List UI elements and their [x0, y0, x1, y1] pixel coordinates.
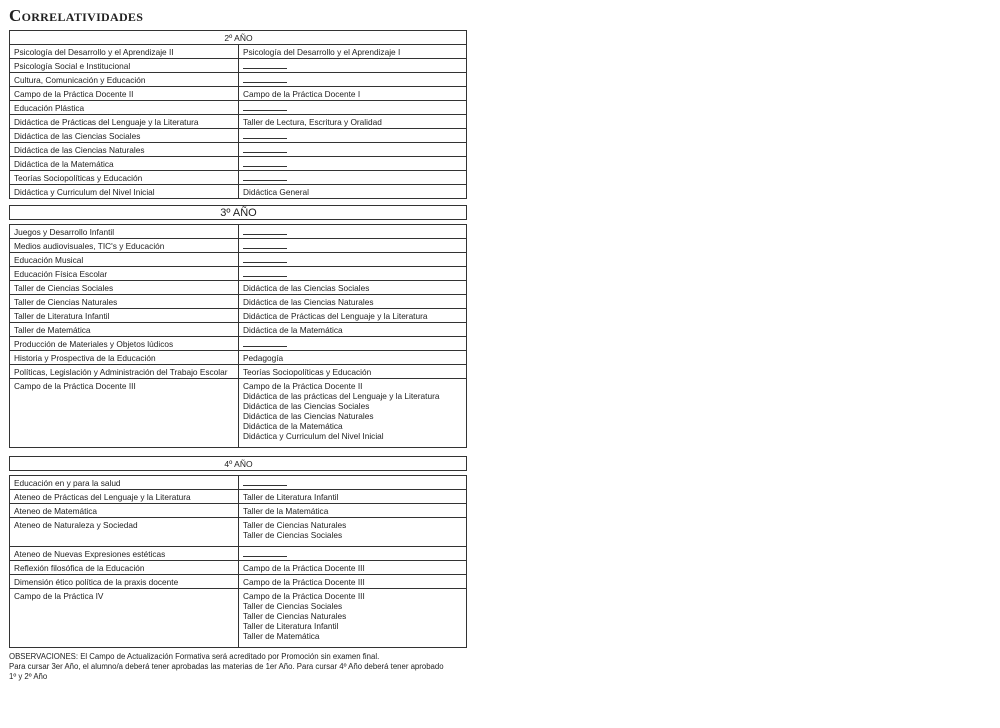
blank-line [243, 131, 287, 139]
subject-cell: Taller de Literatura Infantil [10, 309, 239, 323]
prerequisite-cell [239, 267, 467, 281]
subject-cell: Políticas, Legislación y Administración del Trabajo Escolar [10, 365, 239, 379]
blank-line [243, 75, 287, 83]
blank-line [243, 227, 287, 235]
table-row [10, 87, 467, 101]
prerequisite-cell [239, 476, 467, 490]
table-row [10, 239, 467, 253]
subject-cell: Medios audiovisuales, TIC's y Educación [10, 239, 239, 253]
table-row [10, 337, 467, 351]
table-row [10, 476, 467, 490]
prerequisite-cell [239, 295, 467, 309]
table-row [10, 157, 467, 171]
prerequisite-cell [239, 45, 467, 59]
table-row [10, 547, 467, 561]
table-row [10, 129, 467, 143]
table-row [10, 101, 467, 115]
prerequisite-cell [239, 73, 467, 87]
year2-heading: 2º AÑO [10, 31, 467, 45]
table-row [10, 295, 467, 309]
prerequisite-item: Didáctica de las Ciencias Sociales [243, 401, 370, 411]
prerequisite-cell [239, 129, 467, 143]
prerequisite-item: Campo de la Práctica Docente III [243, 591, 365, 601]
subject-cell: Psicología del Desarrollo y el Aprendizaje II [10, 45, 239, 59]
prerequisite-cell [239, 309, 467, 323]
year2-table [9, 30, 467, 199]
prerequisite-item: Didáctica de las Ciencias Naturales [243, 411, 374, 421]
subject-cell: Didáctica de las Ciencias Sociales [10, 129, 239, 143]
prerequisite-item: Taller de Lectura, Escritura y Oralidad [243, 117, 382, 127]
table-row [10, 379, 467, 448]
table-row [10, 253, 467, 267]
prerequisite-cell [239, 143, 467, 157]
prerequisite-cell [239, 351, 467, 365]
prerequisite-cell [239, 490, 467, 504]
table-row [10, 171, 467, 185]
prerequisite-item: Psicología del Desarrollo y el Aprendizaje I [243, 47, 401, 57]
table-row [10, 143, 467, 157]
subject-cell: Taller de Ciencias Naturales [10, 295, 239, 309]
subject-cell: Ateneo de Nuevas Expresiones estéticas [10, 547, 239, 561]
table-row [10, 575, 467, 589]
prerequisite-item: Didáctica de las Ciencias Sociales [243, 283, 370, 293]
table-row [10, 351, 467, 365]
blank-line [243, 159, 287, 167]
prerequisite-cell [239, 547, 467, 561]
prerequisite-item: Taller de Ciencias Naturales [243, 520, 347, 530]
subject-cell: Reflexión filosófica de la Educación [10, 561, 239, 575]
year3-heading: 3º AÑO [10, 206, 467, 220]
blank-line [243, 478, 287, 486]
subject-cell: Didáctica y Curriculum del Nivel Inicial [10, 185, 239, 199]
table-row [10, 281, 467, 295]
prerequisite-cell [239, 337, 467, 351]
subject-cell: Educación Plástica [10, 101, 239, 115]
blank-line [243, 241, 287, 249]
subject-cell: Campo de la Práctica IV [10, 589, 239, 648]
blank-line [243, 145, 287, 153]
prerequisite-cell [239, 171, 467, 185]
observation-line: Para cursar 3er Año, el alumno/a deberá tener aprobadas las materias de 1er Año. Para cursar 4º Año deberá tener aprobado [9, 662, 444, 671]
table-row [10, 115, 467, 129]
prerequisite-item: Campo de la Práctica Docente III [243, 577, 365, 587]
document-page [9, 6, 469, 682]
prerequisite-cell [239, 101, 467, 115]
table-row [10, 504, 467, 518]
prerequisite-item: Teorías Sociopolíticas y Educación [243, 367, 372, 377]
subject-cell: Ateneo de Naturaleza y Sociedad [10, 518, 239, 547]
blank-line [243, 61, 287, 69]
subject-cell: Didáctica de la Matemática [10, 157, 239, 171]
page-title: Correlatividades [9, 6, 144, 25]
prerequisite-item: Didáctica de las prácticas del Lenguaje y la Literatura [243, 391, 440, 401]
prerequisite-cell [239, 281, 467, 295]
year4-heading: 4º AÑO [10, 457, 467, 471]
table-row [10, 518, 467, 547]
table-row [10, 59, 467, 73]
blank-line [243, 255, 287, 263]
table-row [10, 323, 467, 337]
prerequisite-cell [239, 115, 467, 129]
prerequisite-cell [239, 365, 467, 379]
subject-cell: Ateneo de Matemática [10, 504, 239, 518]
blank-line [243, 269, 287, 277]
prerequisite-item: Didáctica de Prácticas del Lenguaje y la Literatura [243, 311, 428, 321]
year4-table [9, 456, 467, 648]
prerequisite-item: Campo de la Práctica Docente II [243, 381, 363, 391]
subject-cell: Campo de la Práctica Docente III [10, 379, 239, 448]
table-row [10, 267, 467, 281]
subject-cell: Juegos y Desarrollo Infantil [10, 225, 239, 239]
prerequisite-item: Didáctica de la Matemática [243, 325, 343, 335]
prerequisite-item: Didáctica de la Matemática [243, 421, 343, 431]
blank-line [243, 549, 287, 557]
observations [9, 652, 469, 682]
subject-cell: Campo de la Práctica Docente II [10, 87, 239, 101]
prerequisite-item: Taller de Ciencias Naturales [243, 611, 347, 621]
blank-line [243, 103, 287, 111]
prerequisite-cell [239, 87, 467, 101]
prerequisite-cell [239, 379, 467, 448]
prerequisite-item: Didáctica General [243, 187, 309, 197]
prerequisite-item: Campo de la Práctica Docente I [243, 89, 361, 99]
subject-cell: Teorías Sociopolíticas y Educación [10, 171, 239, 185]
blank-line [243, 173, 287, 181]
prerequisite-cell [239, 253, 467, 267]
prerequisite-cell [239, 59, 467, 73]
prerequisite-cell [239, 589, 467, 648]
prerequisite-cell [239, 518, 467, 547]
subject-cell: Historia y Prospectiva de la Educación [10, 351, 239, 365]
prerequisite-item: Taller de Literatura Infantil [243, 492, 339, 502]
prerequisite-item: Taller de Ciencias Sociales [243, 601, 343, 611]
prerequisite-item: Didáctica y Curriculum del Nivel Inicial [243, 431, 384, 441]
prerequisite-item: Taller de Ciencias Sociales [243, 530, 343, 540]
prerequisite-cell [239, 504, 467, 518]
subject-cell: Cultura, Comunicación y Educación [10, 73, 239, 87]
subject-cell: Dimensión ético política de la praxis docente [10, 575, 239, 589]
table-row [10, 309, 467, 323]
subject-cell: Ateneo de Prácticas del Lenguaje y la Literatura [10, 490, 239, 504]
year3-table [9, 205, 467, 448]
table-row [10, 561, 467, 575]
subject-cell: Didáctica de las Ciencias Naturales [10, 143, 239, 157]
subject-cell: Taller de Ciencias Sociales [10, 281, 239, 295]
blank-line [243, 339, 287, 347]
subject-cell: Psicología Social e Institucional [10, 59, 239, 73]
prerequisite-item: Taller de la Matemática [243, 506, 329, 516]
prerequisite-cell [239, 575, 467, 589]
table-row [10, 225, 467, 239]
prerequisite-cell [239, 225, 467, 239]
table-row [10, 365, 467, 379]
prerequisite-item: Didáctica de las Ciencias Naturales [243, 297, 374, 307]
table-row [10, 490, 467, 504]
prerequisite-cell [239, 185, 467, 199]
prerequisite-item: Taller de Literatura Infantil [243, 621, 339, 631]
subject-cell: Educación Física Escolar [10, 267, 239, 281]
table-row [10, 73, 467, 87]
prerequisite-cell [239, 157, 467, 171]
prerequisite-item: Pedagogía [243, 353, 284, 363]
table-row [10, 589, 467, 648]
subject-cell: Producción de Materiales y Objetos lúdicos [10, 337, 239, 351]
prerequisite-cell [239, 561, 467, 575]
prerequisite-cell [239, 323, 467, 337]
subject-cell: Educación en y para la salud [10, 476, 239, 490]
observation-line: 1º y 2º Año [9, 672, 48, 681]
subject-cell: Didáctica de Prácticas del Lenguaje y la Literatura [10, 115, 239, 129]
subject-cell: Taller de Matemática [10, 323, 239, 337]
table-row [10, 185, 467, 199]
table-row [10, 45, 467, 59]
subject-cell: Educación Musical [10, 253, 239, 267]
prerequisite-cell [239, 239, 467, 253]
observation-line: OBSERVACIONES: El Campo de Actualización Formativa será acreditado por Promoción sin examen final. [9, 652, 380, 661]
prerequisite-item: Campo de la Práctica Docente III [243, 563, 365, 573]
prerequisite-item: Taller de Matemática [243, 631, 320, 641]
